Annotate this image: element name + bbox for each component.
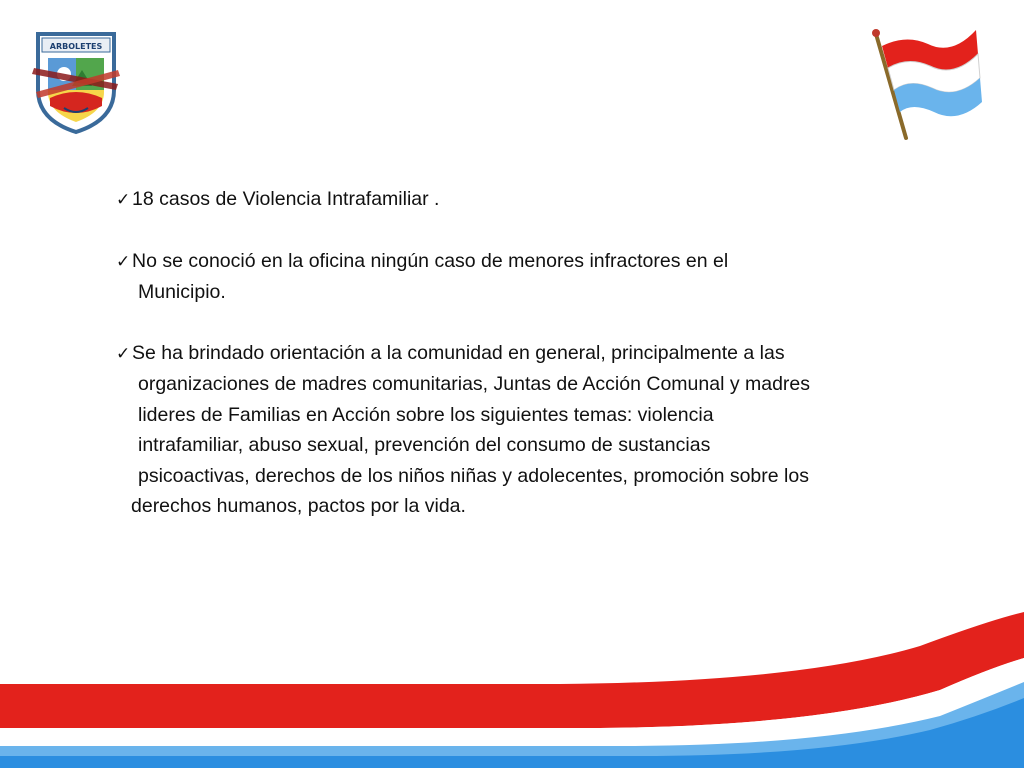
bullet-text: Se ha brindado orientación a la comunidad en general, principalmente a las [132, 341, 785, 364]
checkmark-icon: ✓ [116, 190, 131, 210]
bullet-line [116, 338, 956, 370]
municipal-flag-icon [866, 24, 992, 142]
bullet-line: derechos humanos, pactos por la vida. [131, 495, 466, 517]
checkmark-icon: ✓ [116, 343, 131, 364]
bullet-line [116, 246, 956, 278]
municipal-coat-of-arms-icon [30, 28, 122, 136]
bullet-text: No se conoció en la oficina ningún caso de menores infractores en el [132, 249, 729, 272]
bullet-item [116, 338, 956, 522]
bullet-line: lideres de Familias en Acción sobre los siguientes temas: violencia [138, 403, 714, 426]
bullet-line: intrafamiliar, abuso sexual, prevención del consumo de sustancias [138, 434, 711, 456]
bullet-line [116, 184, 956, 216]
slide-body [116, 184, 956, 552]
checkmark-icon: ✓ [116, 251, 131, 272]
bullet-text: 18 casos de Violencia Intrafamiliar . [132, 188, 440, 210]
bullet-item [116, 184, 956, 216]
bullet-line: psicoactivas, derechos de los niños niñas y adolecentes, promoción sobre los [138, 464, 809, 487]
bullet-item [116, 246, 956, 308]
bullet-line: organizaciones de madres comunitarias, Juntas de Acción Comunal y madres [138, 373, 811, 395]
decorative-bottom-stripes [0, 560, 1024, 768]
bullet-line: Municipio. [138, 281, 226, 303]
logo-banner-text: ARBOLETES [49, 42, 103, 51]
